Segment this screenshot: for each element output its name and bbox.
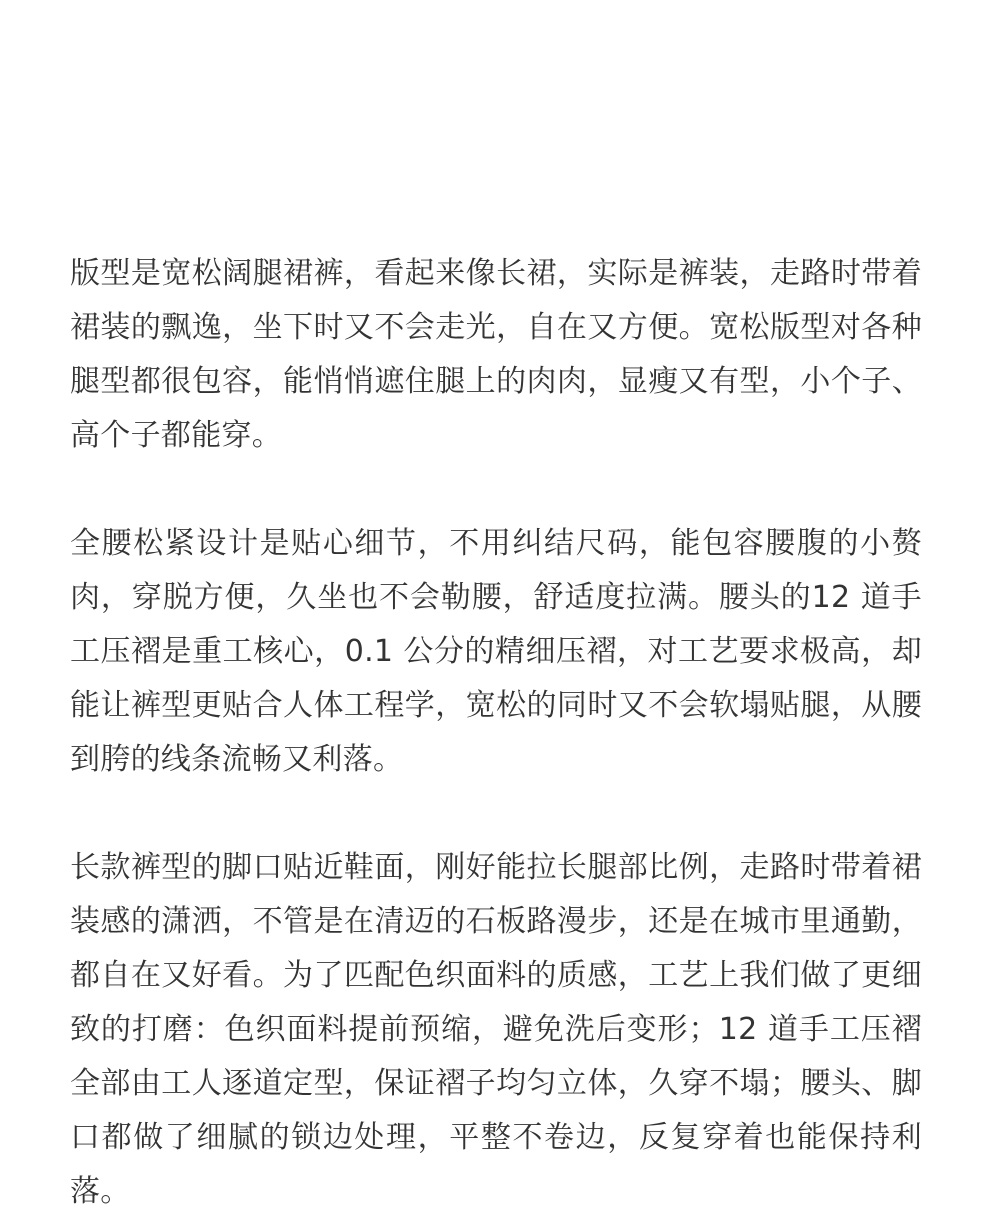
paragraph-length-craft: 长款裤型的脚口贴近鞋面，刚好能拉长腿部比例，走路时带着裙装感的潇洒，不管是在清迈的石板路漫步，还是在城市里通勤，都自在又好看。为了匹配色织面料的质感，工艺上我们做了更细致的打磨：色织面料提前预缩，避免洗后变形；12 道手工压褶全部由工人逐道定型，保证褶子均匀立体，久穿不塌；腰头、脚口都做了细腻的锁边处理，平整不卷边，反复穿着也能保持利落。 [70, 850, 922, 1209]
article-body [70, 247, 922, 1219]
paragraph-fit: 版型是宽松阔腿裙裤，看起来像长裙，实际是裤装，走路时带着裙装的飘逸，坐下时又不会走光，自在又方便。宽松版型对各种腿型都很包容，能悄悄遮住腿上的肉肉，显瘦又有型，小个子、高个子都能穿。 [70, 256, 922, 453]
paragraph-waist: 全腰松紧设计是贴心细节，不用纠结尺码，能包容腰腹的小赘肉，穿脱方便，久坐也不会勒腰，舒适度拉满。腰头的12 道手工压褶是重工核心，0.1 公分的精细压褶，对工艺要求极高，却能让裤型更贴合人体工程学，宽松的同时又不会软塌贴腿，从腰到胯的线条流畅又利落。 [70, 526, 922, 777]
